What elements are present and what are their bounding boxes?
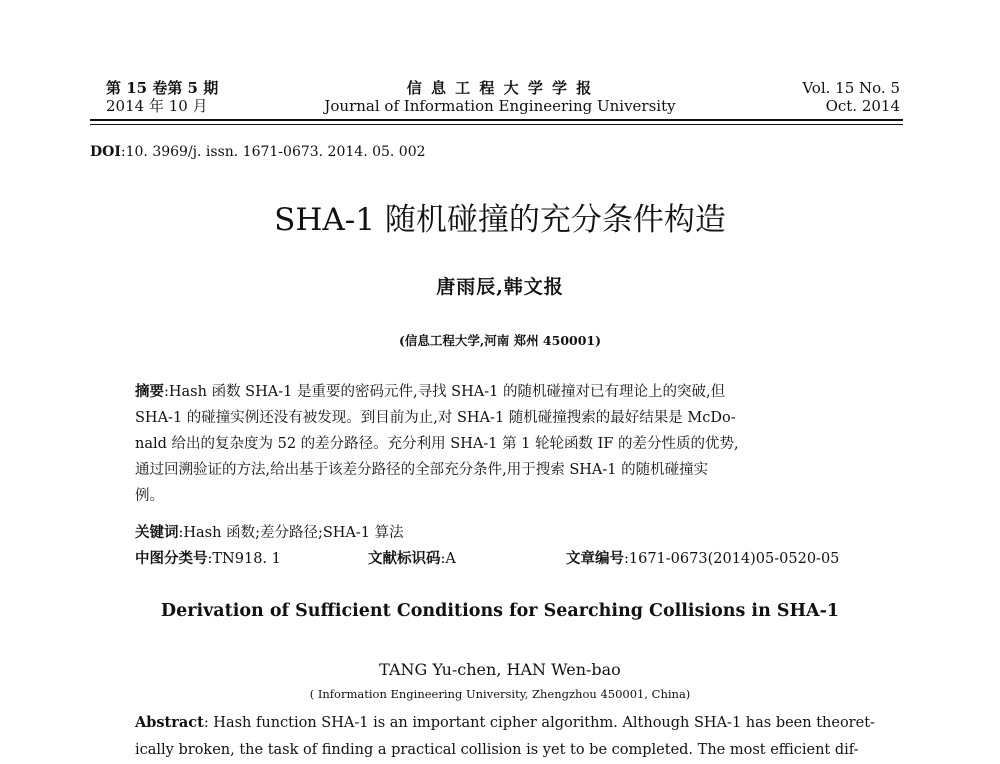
abstract-en-line-1 — [135, 709, 875, 737]
doi-line — [90, 144, 426, 160]
clc-value: :TN918. 1 — [207, 551, 281, 567]
issue-date-en: Oct. 2014 — [825, 97, 900, 115]
journal-name-cn: 信 息 工 程 大 学 学 报 — [406, 79, 594, 97]
abstract-cn-line-4: 通过回溯验证的方法,给出基于该差分路径的全部充分条件,用于搜索 SHA-1 的随机碰撞实 — [135, 462, 709, 478]
affiliation-cn: (信息工程大学,河南 郑州 450001) — [398, 333, 602, 348]
header-rule-thick — [90, 119, 903, 121]
header-rule-thin — [90, 124, 903, 125]
article-number — [566, 547, 839, 568]
abstract-cn-line-5: 例。 — [135, 488, 164, 504]
abstract-cn-line-2: SHA-1 的碰撞实例还没有被发现。到目前为止,对 SHA-1 随机碰撞搜索的最好结果是 McDo- — [135, 410, 736, 426]
abstract-en-label: Abstract — [135, 714, 204, 731]
volume-issue: 第 15 卷第 5 期 — [106, 79, 219, 97]
abstract-cn — [135, 379, 865, 509]
abstract-cn-text-1: :Hash 函数 SHA-1 是重要的密码元件,寻找 SHA-1 的随机碰撞对已有理论上的突破,但 — [164, 384, 726, 400]
title-cn: SHA-1 随机碰撞的充分条件构造 — [274, 202, 726, 238]
keywords-label: 关键词 — [135, 524, 179, 541]
doc-code-value: :A — [440, 551, 456, 567]
clc-label: 中图分类号 — [135, 550, 208, 567]
doc-code-label: 文献标识码 — [368, 550, 441, 567]
authors-en: TANG Yu-chen, HAN Wen-bao — [379, 660, 621, 679]
doi-value: :10. 3969/j. issn. 1671-0673. 2014. 05. 002 — [120, 144, 426, 160]
title-en: Derivation of Sufficient Conditions for Searching Collisions in SHA-1 — [160, 601, 840, 621]
keywords-value: :Hash 函数;差分路径;SHA-1 算法 — [178, 525, 404, 541]
abstract-cn-label: 摘要 — [135, 383, 164, 400]
keywords-cn — [135, 521, 404, 542]
abstract-en-text-1: : Hash function SHA-1 is an important cipher algorithm. Although SHA-1 has been theoret- — [203, 715, 875, 731]
abstract-en — [135, 709, 875, 764]
affiliation-en: ( Information Engineering University, Zhengzhou 450001, China) — [309, 687, 691, 701]
document-code — [368, 547, 456, 568]
issue-date-cn: 2014 年 10 月 — [106, 97, 208, 115]
article-number-value: :1671-0673(2014)05-0520-05 — [624, 551, 840, 567]
abstract-en-line-2: ically broken, the task of finding a practical collision is yet to be completed. The most efficient dif- — [135, 742, 859, 758]
article-number-label: 文章编号 — [566, 550, 624, 567]
abstract-cn-line-3: nald 给出的复杂度为 52 的差分路径。充分利用 SHA-1 第 1 轮轮函数 IF 的差分性质的优势, — [135, 436, 739, 452]
volume-issue-en: Vol. 15 No. 5 — [802, 79, 900, 97]
doi-label: DOI — [90, 144, 121, 160]
clc-number — [135, 547, 281, 568]
authors-cn: 唐雨辰,韩文报 — [436, 276, 564, 298]
abstract-cn-line-1 — [135, 379, 865, 405]
journal-name-en: Journal of Information Engineering University — [324, 97, 676, 115]
